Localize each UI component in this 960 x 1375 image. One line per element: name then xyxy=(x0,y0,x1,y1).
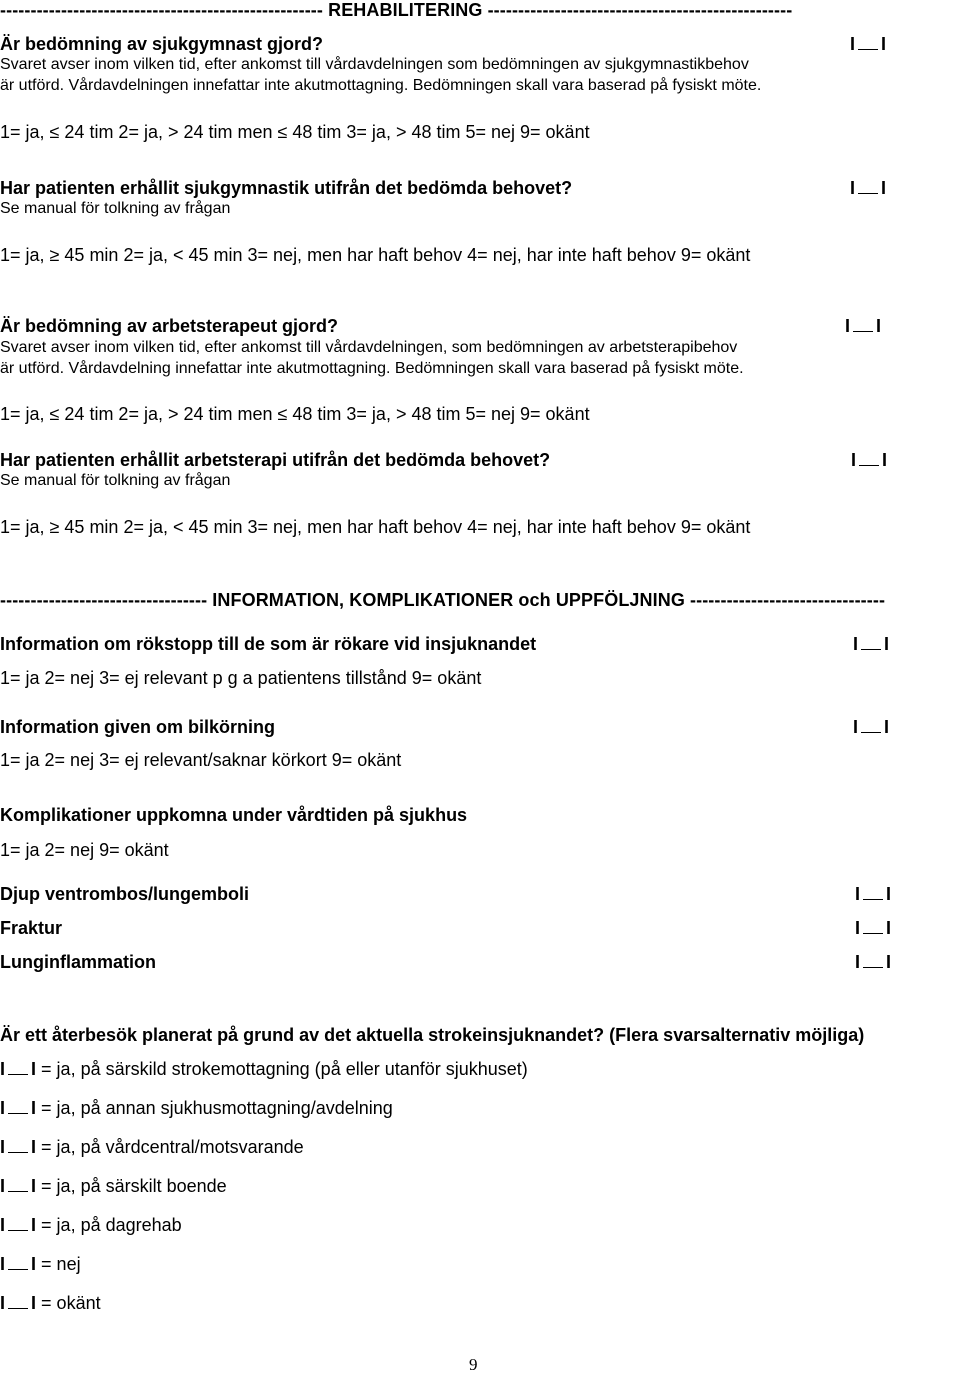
answer-box-smoking-info[interactable]: I I xyxy=(853,634,890,654)
question-smoking-info: Information om rökstopp till de som är rökare vid insjuknandet xyxy=(0,634,537,654)
page-number: 9 xyxy=(469,1355,478,1374)
options-physio-assessment: 1= ja, ≤ 24 tim 2= ja, > 24 tim men ≤ 48 tim 3= ja, > 48 tim 5= nej 9= okänt xyxy=(0,122,590,142)
answer-box-physio-received[interactable]: I I xyxy=(850,178,887,198)
note-physio-assessment-1: Svaret avser inom vilken tid, efter ankomst till vårdavdelningen som bedömningen av sjukgymnastikbehov xyxy=(0,56,749,73)
note-physio-received: Se manual för tolkning av frågan xyxy=(0,200,231,217)
answer-box-pneumonia[interactable]: I I xyxy=(855,952,892,972)
answer-box-fracture[interactable]: I I xyxy=(855,918,892,938)
question-ot-received: Har patienten erhållit arbetsterapi utifrån det bedömda behovet? xyxy=(0,450,551,470)
answer-box-dvt-pe[interactable]: I I xyxy=(855,884,892,904)
note-physio-assessment-2: är utförd. Vårdavdelningen innefattar inte akutmottagning. Bedömningen skall vara baserad på fysiskt möte. xyxy=(0,77,762,94)
question-physio-received: Har patienten erhållit sjukgymnastik utifrån det bedömda behovet? xyxy=(0,178,573,198)
section-header-rehabilitering: ----------------------------------------------------- REHABILITERING -------------------------------------------------- xyxy=(0,0,793,20)
complication-fracture: Fraktur xyxy=(0,918,63,938)
follow-up-choice-other-hospital[interactable]: I I = ja, på annan sjukhusmottagning/avdelning xyxy=(0,1098,393,1118)
options-complications: 1= ja 2= nej 9= okänt xyxy=(0,840,169,860)
question-driving-info: Information given om bilkörning xyxy=(0,717,276,737)
options-smoking-info: 1= ja 2= nej 3= ej relevant p g a patientens tillstånd 9= okänt xyxy=(0,668,482,688)
follow-up-choice-no[interactable]: I I = nej xyxy=(0,1254,81,1274)
note-ot-received: Se manual för tolkning av frågan xyxy=(0,472,231,489)
follow-up-choice-stroke-clinic[interactable]: I I = ja, på särskild strokemottagning (på eller utanför sjukhuset) xyxy=(0,1059,528,1079)
follow-up-choice-nursing-home[interactable]: I I = ja, på särskilt boende xyxy=(0,1176,227,1196)
options-driving-info: 1= ja 2= nej 3= ej relevant/saknar körkort 9= okänt xyxy=(0,750,402,770)
question-physio-assessment: Är bedömning av sjukgymnast gjord? xyxy=(0,34,324,54)
question-ot-assessment: Är bedömning av arbetsterapeut gjord? xyxy=(0,316,339,336)
answer-box-physio-assessment[interactable]: I I xyxy=(850,34,887,54)
complication-pneumonia: Lunginflammation xyxy=(0,952,156,972)
section-header-information: ---------------------------------- INFORMATION, KOMPLIKATIONER och UPPFÖLJNING -------------------------------- xyxy=(0,590,886,610)
note-ot-assessment-1: Svaret avser inom vilken tid, efter ankomst till vårdavdelningen, som bedömningen av arbetsterapibehov xyxy=(0,339,738,356)
complication-dvt-pe: Djup ventrombos/lungemboli xyxy=(0,884,250,904)
answer-box-ot-assessment[interactable]: I I xyxy=(845,316,882,336)
follow-up-choice-day-rehab[interactable]: I I = ja, på dagrehab xyxy=(0,1215,182,1235)
options-ot-assessment: 1= ja, ≤ 24 tim 2= ja, > 24 tim men ≤ 48 tim 3= ja, > 48 tim 5= nej 9= okänt xyxy=(0,404,590,424)
note-ot-assessment-2: är utförd. Vårdavdelning innefattar inte akutmottagning. Bedömningen skall vara baserad på fysiskt möte. xyxy=(0,360,744,377)
question-follow-up-visit: Är ett återbesök planerat på grund av det aktuella strokeinsjuknandet? (Flera svarsalternativ möjliga) xyxy=(0,1025,865,1045)
options-physio-received: 1= ja, ≥ 45 min 2= ja, < 45 min 3= nej, men har haft behov 4= nej, har inte haft behov 9= okänt xyxy=(0,245,751,265)
answer-box-driving-info[interactable]: I I xyxy=(853,717,890,737)
answer-box-ot-received[interactable]: I I xyxy=(851,450,888,470)
options-ot-received: 1= ja, ≥ 45 min 2= ja, < 45 min 3= nej, men har haft behov 4= nej, har inte haft behov 9= okänt xyxy=(0,517,751,537)
follow-up-choice-primary-care[interactable]: I I = ja, på vårdcentral/motsvarande xyxy=(0,1137,304,1157)
question-complications: Komplikationer uppkomna under vårdtiden på sjukhus xyxy=(0,805,468,825)
follow-up-choice-unknown[interactable]: I I = okänt xyxy=(0,1293,101,1313)
